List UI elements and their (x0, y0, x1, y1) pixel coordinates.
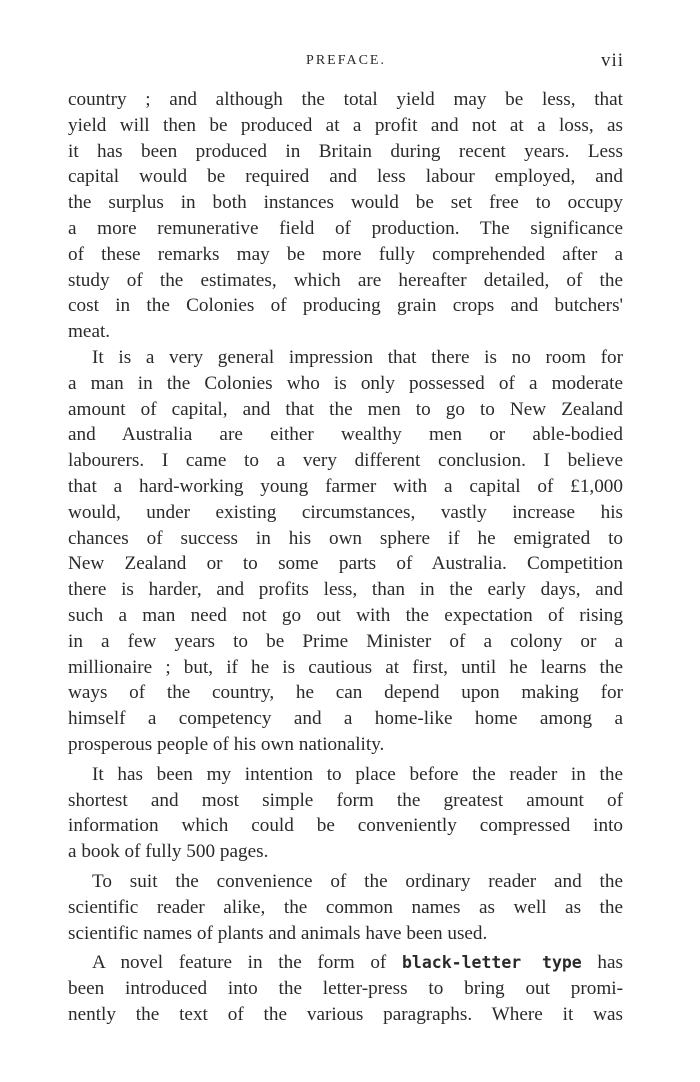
text-line: yield will then be produced at a profit and not at a loss, as (68, 114, 623, 136)
text-line: such a man need not go out with the expectation of rising (68, 604, 623, 626)
text-line: study of the estimates, which are hereafter detailed, of the (68, 269, 623, 291)
text-line: labourers. I came to a very different conclusion. I believe (68, 450, 623, 472)
page-number: vii (600, 50, 624, 71)
text-line: himself a competency and a home-like home among a (68, 708, 623, 730)
text-line: capital would be required and less labour employed, and (68, 166, 623, 188)
text-line: chances of success in his own sphere if he emigrated to (68, 527, 623, 549)
text-line: scientific names of plants and animals have been used. (68, 922, 488, 944)
text-line: information which could be conveniently compressed into (68, 815, 623, 837)
text-line: of these remarks may be more fully comprehended after a (68, 243, 623, 265)
text-line: prosperous people of his own nationality. (68, 733, 385, 755)
text-line: would, under existing circumstances, vastly increase his (68, 501, 623, 523)
black-letter-emphasis: black-letter type (402, 953, 582, 973)
text-line: It is a very general impression that there is no room for (92, 346, 623, 368)
text-line: in a few years to be Prime Minister of a colony or a (68, 630, 623, 652)
text-line: New Zealand or to some parts of Australia. Competition (68, 553, 623, 575)
page-title: PREFACE. (306, 53, 386, 68)
text-line: a book of fully 500 pages. (68, 841, 269, 863)
text-line: scientific reader alike, the common names as well as the (68, 896, 623, 918)
body-text (68, 87, 623, 1028)
text-line: It has been my intention to place before the reader in the (92, 763, 623, 785)
running-head (68, 50, 624, 72)
text-line: it has been produced in Britain during recent years. Less (68, 140, 623, 162)
text-line: nently the text of the various paragraphs. Where it was (68, 1003, 623, 1025)
text-fragment: A novel feature in the form of (92, 952, 402, 974)
text-line: been introduced into the letter-press to bring out promi- (68, 978, 623, 1000)
text-line: To suit the convenience of the ordinary reader and the (92, 870, 623, 892)
text-line: there is harder, and profits less, than in the early days, and (68, 579, 623, 601)
text-line: amount of capital, and that the men to go to New Zealand (68, 398, 623, 420)
text-line: the surplus in both instances would be set free to occupy (68, 192, 623, 214)
text-line: a more remunerative field of production. The significance (68, 217, 623, 239)
text-line: millionaire ; but, if he is cautious at first, until he learns the (68, 656, 623, 678)
text-line: cost in the Colonies of producing grain crops and butchers' (68, 295, 623, 317)
text-line: that a hard-working young farmer with a capital of £1,000 (68, 475, 623, 497)
text-fragment: has (581, 952, 623, 974)
text-line: meat. (68, 321, 111, 343)
text-line: a man in the Colonies who is only possessed of a moderate (68, 372, 623, 394)
text-line: ways of the country, he can depend upon making for (68, 682, 623, 704)
text-line: and Australia are either wealthy men or able-bodied (68, 424, 623, 446)
text-line: shortest and most simple form the greatest amount of (68, 789, 623, 811)
text-line (68, 950, 623, 976)
text-line: country ; and although the total yield may be less, that (68, 89, 623, 110)
